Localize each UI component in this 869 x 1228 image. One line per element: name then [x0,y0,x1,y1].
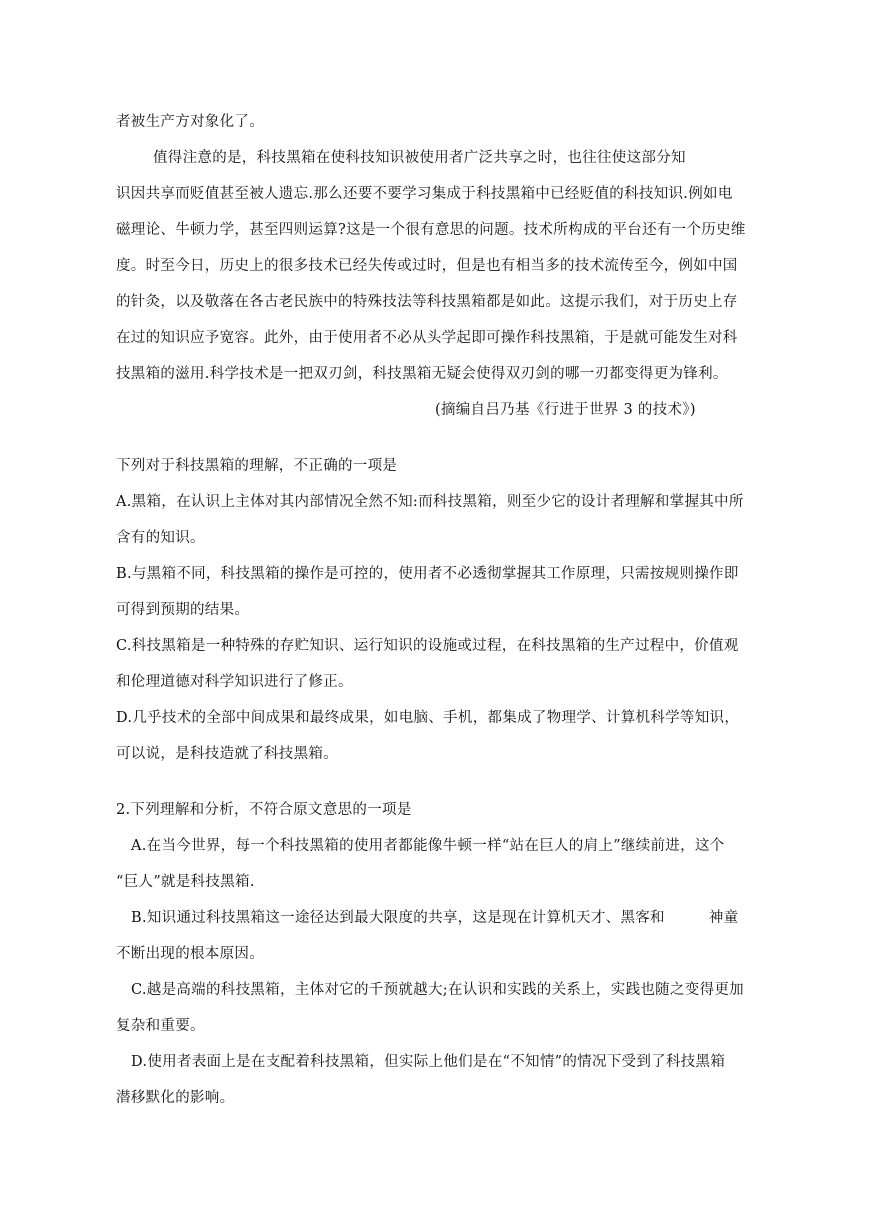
question2-option-b-text: B.知识通过科技黑箱这一途径达到最大限度的共享，这是现在计算机天才、黑客和 [131,910,665,926]
passage-para-line: 度。时至今日，历史上的很多技术已经失传或过时，但是也有相当多的技术流传至今，例如中国 [116,258,738,274]
question1-option-c-cont: 和伦理道德对科学知识进行了修正。 [116,674,353,690]
passage-para-line: 识因共享而贬值甚至被人遗忘.那么还要不要学习集成于科技黑箱中已经贬值的科技知识.例如电 [116,186,733,202]
question1-option-a-cont: 含有的知识。 [116,530,205,546]
passage-source: (摘编自吕乃基《行进于世界 3 的技术》) [435,402,696,418]
question2-option-b [131,908,738,928]
question2-option-b-cont: 不断出现的根本原因。 [116,946,264,962]
passage-para-line: 的针灸，以及敬落在各古老民族中的特殊技法等科技黑箱都是如此。这提示我们，对于历史上存 [116,294,738,310]
question2-option-d-cont: 潜移默化的影响。 [116,1090,235,1106]
passage-para-line: 值得注意的是，科技黑箱在使科技知识被使用者广泛共享之时，也往往使这部分知 [153,150,686,166]
question1-stem: 下列对于科技黑箱的理解，不正确的一项是 [116,458,398,474]
question1-option-b: B.与黑箱不同，科技黑箱的操作是可控的，使用者不必透彻掌握其工作原理，只需按规则操作即 [116,566,739,582]
passage-para-line: 技黑箱的滋用.科学技术是一把双刃剑，科技黑箱无疑会使得双刃剑的哪一刃都变得更为锋利。 [116,366,728,382]
question1-option-a: A.黑箱，在认识上主体对其内部情况全然不知:而科技黑箱，则至少它的设计者理解和掌握其中所 [116,494,744,510]
question2-option-c: C.越是高端的科技黑箱，主体对它的千预就越大;在认识和实践的关系上，实践也随之变得更加 [131,982,744,998]
passage-para-line: 在过的知识应予宽容。此外，由于使用者不必从头学起即可操作科技黑箱，于是就可能发生对科 [116,330,738,346]
question2-option-c-cont: 复杂和重要。 [116,1018,205,1034]
question2-option-a-cont: “巨人”就是科技黑箱. [116,874,255,890]
question1-option-d: D.几乎技术的全部中间成果和最终成果，如电脑、手机，都集成了物理学、计算机科学等知识， [116,710,740,726]
passage-para-line: 磁理论、牛顿力学，甚至四则运算?这是一个很有意思的问题。技术所构成的平台还有一个历史维 [116,222,746,238]
question2-option-a: A.在当今世界，每一个科技黑箱的使用者都能像牛顿一样“站在巨人的肩上”继续前进，这个 [131,838,725,854]
question1-option-c: C.科技黑箱是一种特殊的存贮知识、运行知识的设施或过程，在科技黑箱的生产过程中，价值观 [116,638,739,654]
question2-option-d: D.使用者表面上是在支配着科技黑箱，但实际上他们是在“不知情”的情况下受到了科技黑箱 [131,1054,726,1070]
question1-option-d-cont: 可以说，是科技造就了科技黑箱。 [116,746,338,762]
question2-option-b-word: 神童 [708,910,739,926]
passage-carryover: 者被生产方对象化了。 [116,114,264,130]
question1-option-b-cont: 可得到预期的结果。 [116,602,250,618]
question2-stem: 2.下列理解和分析，不符合原文意思的一项是 [116,802,412,818]
